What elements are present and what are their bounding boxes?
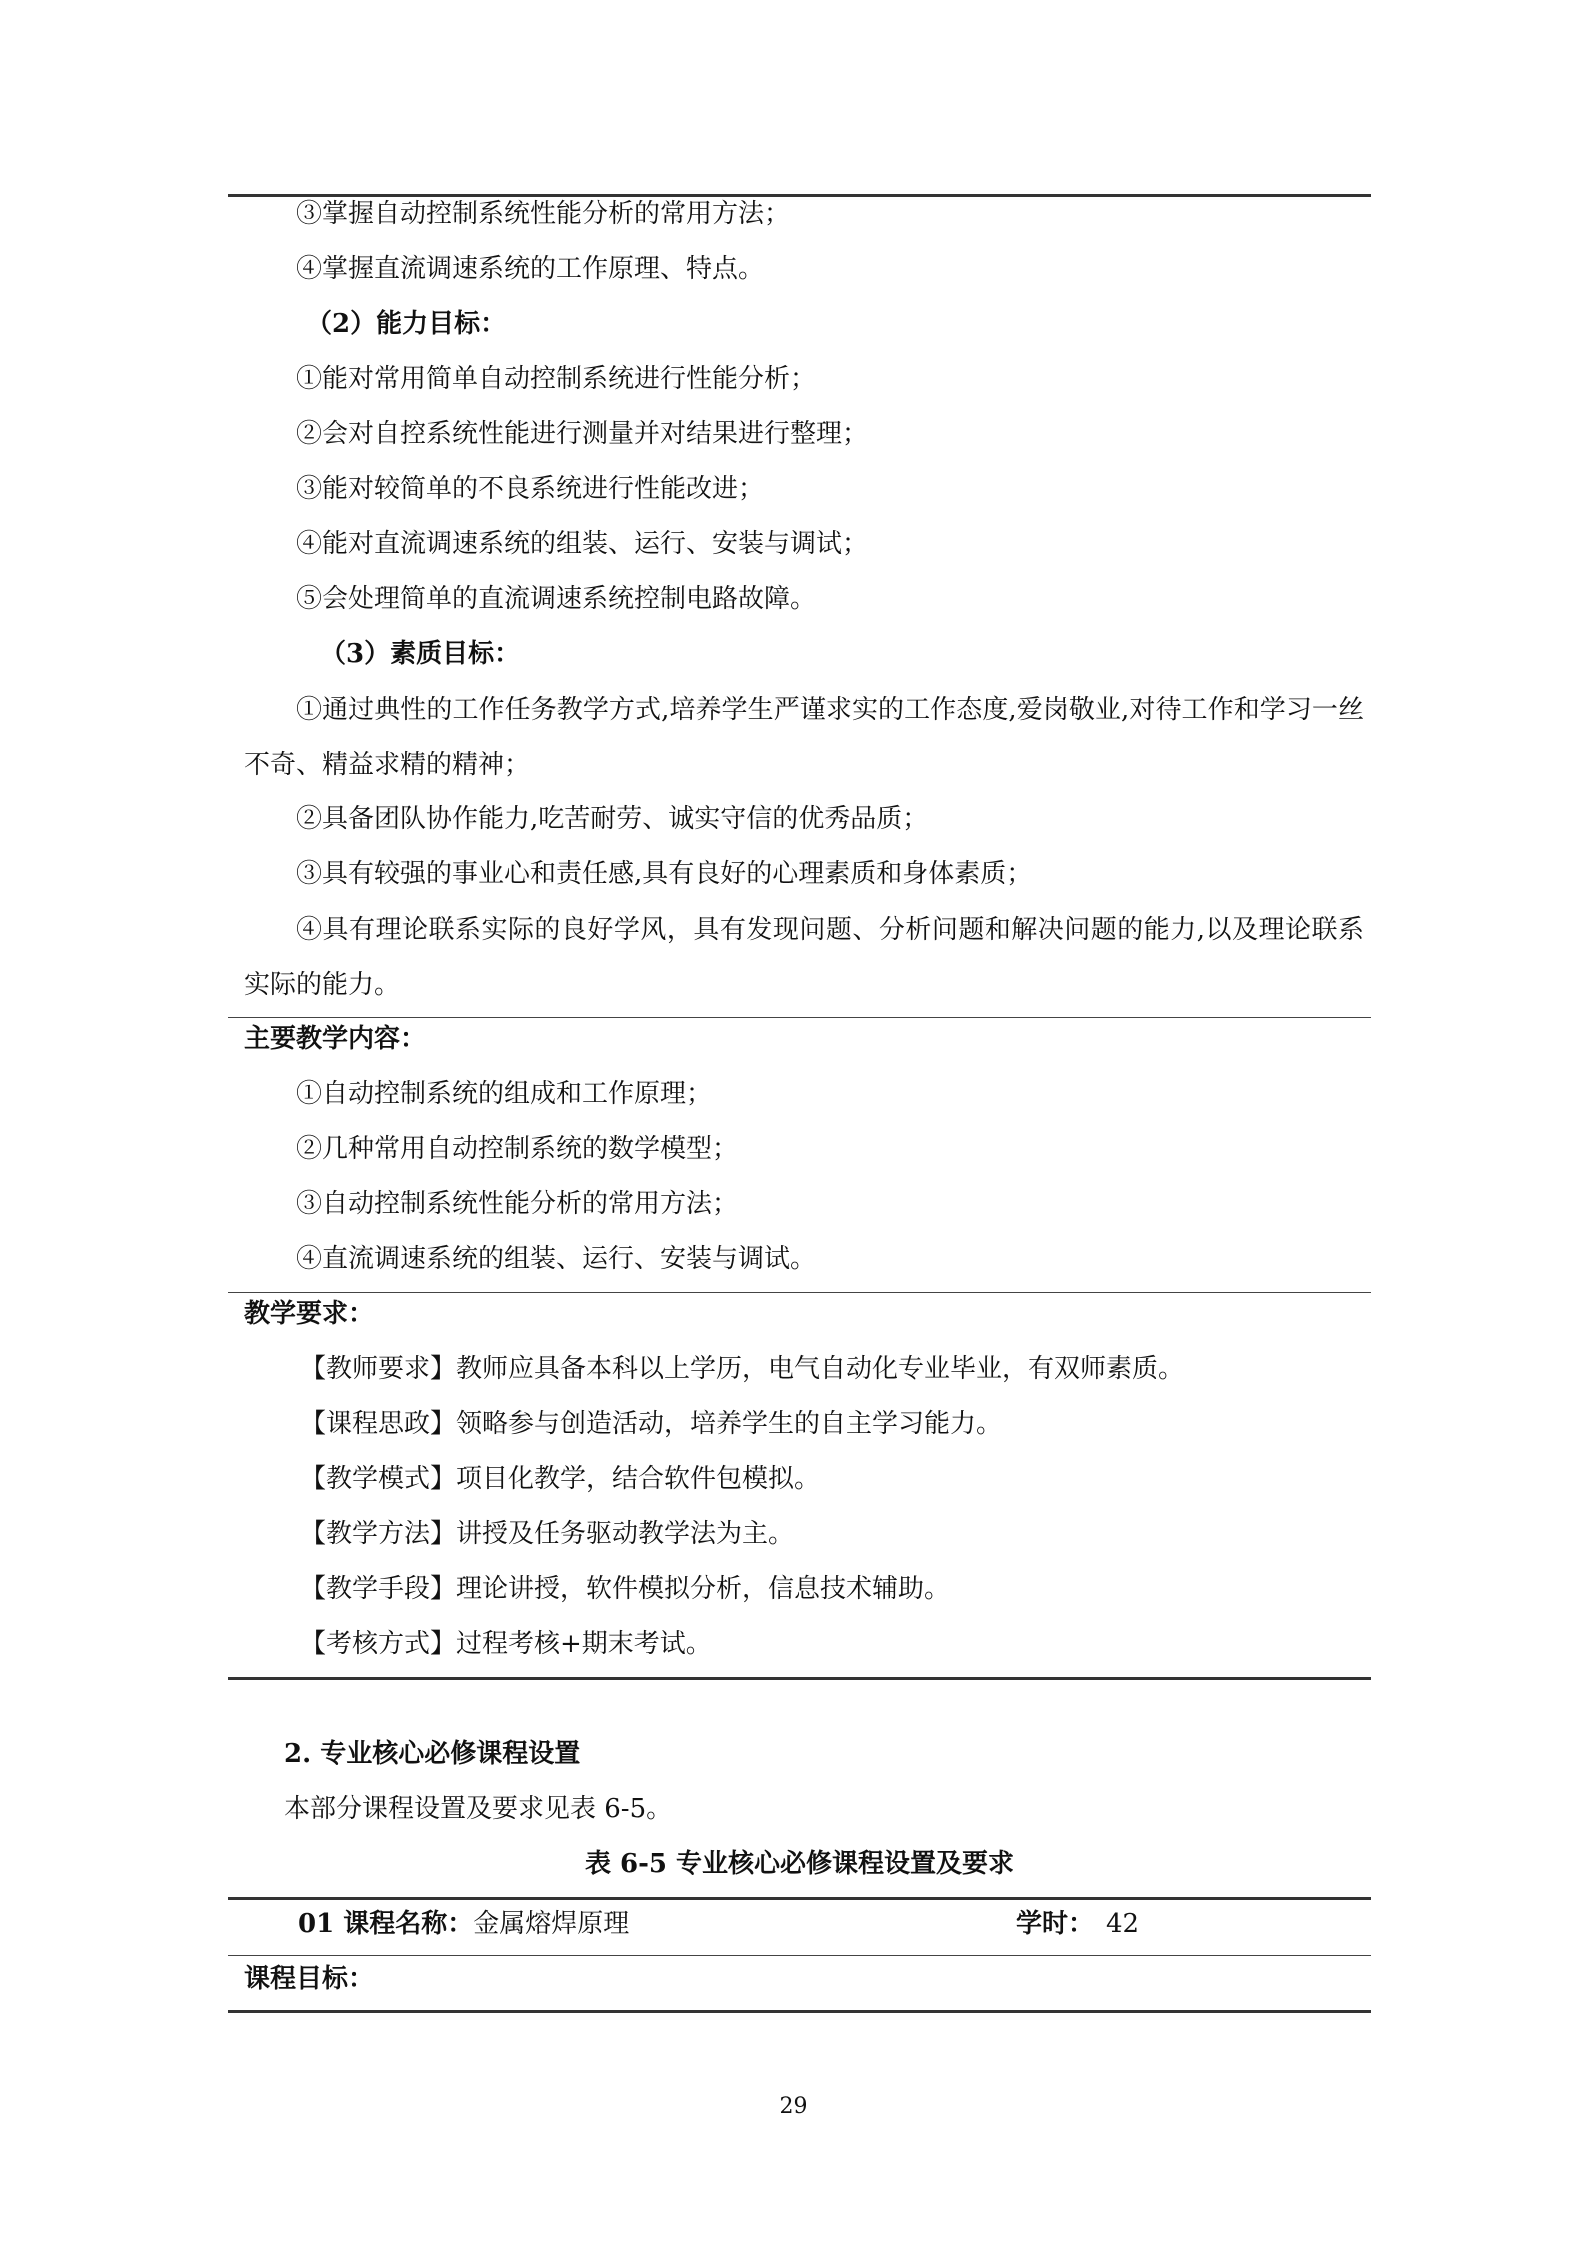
- quality-goal-3: ③具有较强的事业心和责任感,具有良好的心理素质和身体素质；: [296, 859, 1033, 889]
- content-item-3: ③自动控制系统性能分析的常用方法；: [296, 1189, 739, 1219]
- knowledge-goal-3: ③掌握自动控制系统性能分析的常用方法；: [296, 199, 791, 229]
- requirement-means: 【教学手段】理论讲授，软件模拟分析，信息技术辅助。: [300, 1574, 951, 1604]
- ability-goal-2: ②会对自控系统性能进行测量并对结果进行整理；: [296, 419, 869, 449]
- ability-goal-5: ⑤会处理简单的直流调速系统控制电路故障。: [296, 584, 817, 614]
- quality-goal-4: ④具有理论联系实际的良好学风，具有发现问题、分析问题和解决问题的能力,以及理论联系实际的能力。: [244, 915, 1364, 1000]
- next-table-top-border: [228, 1897, 1371, 1900]
- course-goals-heading: 课程目标：: [244, 1964, 375, 1994]
- ability-goals-heading: （2）能力目标：: [306, 309, 507, 339]
- content-item-2: ②几种常用自动控制系统的数学模型；: [296, 1134, 739, 1164]
- requirements-heading: 教学要求：: [244, 1299, 375, 1329]
- ability-goal-3: ③能对较简单的不良系统进行性能改进；: [296, 474, 765, 504]
- section-title: 2. 专业核心必修课程设置: [284, 1739, 581, 1769]
- page-number: 29: [779, 2094, 808, 2119]
- course-hours-label: 学时：: [1016, 1909, 1095, 1939]
- requirement-method: 【教学方法】讲授及任务驱动教学法为主。: [300, 1519, 795, 1549]
- course-name-value: 金属熔焊原理: [473, 1909, 630, 1939]
- requirement-assessment: 【考核方式】过程考核+期末考试。: [300, 1629, 712, 1659]
- section-intro: 本部分课程设置及要求见表 6-5。: [284, 1794, 673, 1824]
- ability-goal-1: ①能对常用简单自动控制系统进行性能分析；: [296, 364, 817, 394]
- quality-goal-1: ①通过典性的工作任务教学方式,培养学生严谨求实的工作态度,爱岗敬业,对待工作和学习一丝不奇、精益求精的精神；: [244, 695, 1364, 780]
- next-table-bottom-border: [228, 2010, 1371, 2013]
- requirement-teacher: 【教师要求】教师应具备本科以上学历，电气自动化专业毕业，有双师素质。: [300, 1354, 1185, 1384]
- course-hours-row: [1016, 1907, 1316, 1941]
- requirement-ideology: 【课程思政】领略参与创造活动，培养学生的自主学习能力。: [300, 1409, 1003, 1439]
- quality-goal-2: ②具备团队协作能力,吃苦耐劳、诚实守信的优秀品质；: [296, 804, 929, 834]
- quality-goals-heading: （3）素质目标：: [320, 639, 521, 669]
- main-content-heading: 主要教学内容：: [244, 1024, 427, 1054]
- course-hours-value: 42: [1106, 1909, 1140, 1939]
- table-caption: 表 6-5 专业核心必修课程设置及要求: [584, 1849, 1015, 1879]
- content-item-4: ④直流调速系统的组装、运行、安装与调试。: [296, 1244, 817, 1274]
- content-item-1: ①自动控制系统的组成和工作原理；: [296, 1079, 713, 1109]
- row-divider: [228, 1955, 1371, 1956]
- row-divider: [228, 1292, 1371, 1293]
- course-name-label: 01 课程名称：: [298, 1909, 474, 1939]
- knowledge-goal-4: ④掌握直流调速系统的工作原理、特点。: [296, 254, 765, 284]
- row-divider: [228, 1017, 1371, 1018]
- table-bottom-border: [228, 1677, 1371, 1680]
- ability-goal-4: ④能对直流调速系统的组装、运行、安装与调试；: [296, 529, 869, 559]
- requirement-mode: 【教学模式】项目化教学，结合软件包模拟。: [300, 1464, 821, 1494]
